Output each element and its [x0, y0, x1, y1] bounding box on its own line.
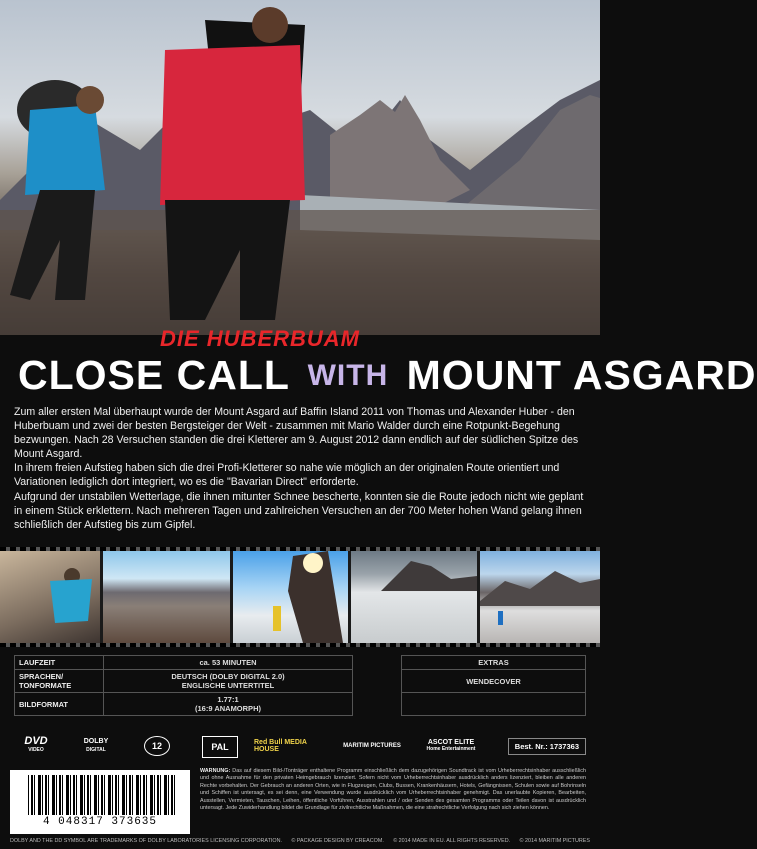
extras-value: WENDECOVER	[402, 670, 586, 693]
maritim-pictures-logo: MARITIM PICTURES	[343, 743, 401, 749]
table-row	[15, 670, 586, 693]
description-paragraph: In ihrem freien Aufstieg haben sich die drei Profi-Kletterer so nahe wie möglich an der originalen Route orientiert und Variationen lediglich dort integriert, wo es die "Bavarian Direct" erforderte.	[14, 462, 560, 489]
redbull-media-house-logo: Red Bull MEDIA HOUSE	[254, 739, 307, 753]
package-credit: © PACKAGE DESIGN BY CREACOM.	[291, 838, 384, 844]
title-part1: CLOSE CALL	[18, 352, 290, 398]
description-paragraph: Zum aller ersten Mal überhaupt wurde der Mount Asgard auf Baffin Island 2011 von Thomas und Alexander Huber - den Huberbuam und zwei der besten Bergsteiger der Welt - zusammen mit Mario Walder durch eine Rotpunkt-Begehung bezwungen. Nach 28 Versuchen standen die drei Kletterer am 9. August 2012 dann endlich auf der südlichen Spitze des Mount Asgard.	[14, 406, 579, 461]
title-with: WITH	[307, 359, 389, 392]
warning-text: Das auf diesem Bild-/Tonträger enthaltene Programm einschließlich dem dazugehörigen Soundtrack ist vom Urheberrechtsinhaber ausschließlich und ohne Ausnahme für den privaten Heimgebrauch lizenziert. Sofern nicht vom Urheberrechtsinhaber ausdrücklich anders lizenziert, bleiben alle anderen Rechte vorbehalten. Der Gebrauch an anderen Orten, wie in Flugzeugen, Clubs, Bussen, Krankenhäusern, Hotels, Gefängnissen, Schulen sowie auf Bohrinseln und Schiffen ist untersagt, es sei denn, eine Verwendung wurde ausdrücklich vom Urheberrechtsinhaber genehmigt. Das unerlaubte Kopieren, Bearbeiten, Ausstellen, Vermieten, Tauschen, Leihen, öffentliche Vorführen, Ausstrahlen und / oder Senden des gesamten Programms oder Teilen davon ist ausdrücklich untersagt. Jede Zuwiderhandlung bildet die Grundlage für zivilrechtliche Maßnahmen, die eine strafrechtliche Verfolgung nach sich ziehen können.	[200, 768, 587, 812]
title-part2: MOUNT ASGARD	[406, 352, 757, 398]
description	[14, 405, 586, 532]
dolby-notice: DOLBY AND THE DD SYMBOL ARE TRADEMARKS OF DOLBY LABORATORIES LICENSING CORPORATION.	[10, 838, 282, 844]
warning-label: WARNUNG:	[200, 768, 231, 774]
hero-photo	[0, 0, 600, 335]
barcode	[10, 770, 190, 834]
extras-label: EXTRAS	[402, 656, 586, 670]
fsk-rating-icon: 12	[144, 736, 170, 756]
sprachen-value	[104, 670, 353, 693]
footer	[10, 838, 590, 844]
sprachen-label: SPRACHEN/ TONFORMATE	[15, 670, 104, 693]
maritim-copyright: © 2014 MARITIM PICTURES	[519, 838, 590, 844]
bildformat-value	[104, 693, 353, 716]
dolby-logo: DOLBY DIGITAL	[83, 738, 109, 753]
film-perforation-bottom	[0, 643, 600, 647]
film-strip	[0, 547, 600, 647]
specs-table	[14, 655, 586, 716]
still-frame	[233, 551, 348, 643]
barcode-bars	[28, 775, 178, 815]
order-number: Best. Nr.: 1737363	[508, 738, 586, 755]
copyright: © 2014 MADE IN EU. ALL RIGHTS RESERVED.	[393, 838, 511, 844]
logo-row	[14, 730, 586, 764]
still-frame	[480, 551, 600, 643]
hero-illustration	[0, 0, 600, 335]
subtitle: DIE HUBERBUAM	[160, 326, 360, 351]
sprachen-value-line: DEUTSCH (DOLBY DIGITAL 2.0)	[171, 672, 285, 681]
bildformat-value-line: (16:9 ANAMORPH)	[195, 704, 261, 713]
dvd-logo: DVD VIDEO	[24, 735, 48, 753]
laufzeit-label: LAUFZEIT	[15, 656, 104, 670]
still-frame	[0, 551, 100, 643]
pal-logo: PAL	[202, 736, 238, 758]
barcode-number: 4 048317 373635	[42, 816, 158, 828]
bildformat-label: BILDFORMAT	[15, 693, 104, 716]
legal-warning	[200, 768, 586, 812]
still-frame	[103, 551, 230, 643]
sprachen-value-line: ENGLISCHE UNTERTITEL	[181, 681, 275, 690]
main-title	[18, 352, 757, 399]
still-frame	[351, 551, 477, 643]
table-row	[15, 656, 586, 670]
laufzeit-value: ca. 53 MINUTEN	[104, 656, 353, 670]
bildformat-value-line: 1.77:1	[217, 695, 239, 704]
ascot-elite-logo: ASCOT ELITE Home Entertainment	[426, 739, 476, 752]
table-row	[15, 693, 586, 716]
description-paragraph: Aufgrund der unstabilen Wetterlage, die ihnen mitunter Schnee bescherte, konnten sie die Route jedoch nicht wie geplant in einem Stück erklettern. Nach mehreren Tagen und zahlreichen Versuchen an der 700 Meter hohen Wand gelang ihnen schließlich der Aufstieg bis zum Gipfel.	[14, 490, 584, 531]
